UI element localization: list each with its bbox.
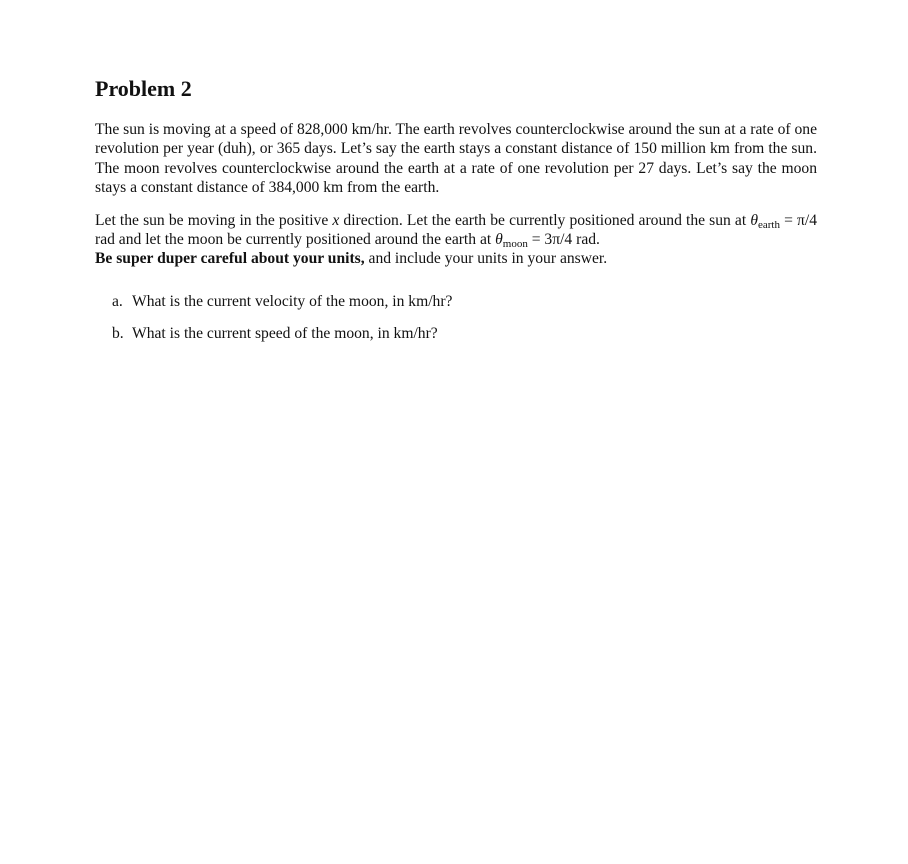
moon-angle-value: = 3π/4 rad.	[527, 231, 600, 249]
earth-angle-value: = π/4 rad and let the moon be currently positioned around the earth at	[95, 211, 818, 249]
paragraph-2-part-2: direction. Let the earth be currently positioned around the sun at	[339, 211, 751, 229]
theta-moon-symbol: θ	[495, 231, 503, 249]
earth-subscript: earth	[757, 218, 780, 231]
question-a-text: What is the current velocity of the moon, in km/hr?	[132, 292, 453, 310]
question-b-marker: b.	[112, 325, 124, 343]
problem-paragraph-1: The sun is moving at a speed of 828,000 km/hr. The earth revolves counterclockwise around the sun at a rate of one revolution per year (duh), or 365 days. Let’s say the earth stays a constant distance of 150 million km from the sun. The moon revolves counterclockwise around the earth at a rate of one revolution per 27 days. Let’s say the moon stays a constant distance of 384,000 km from the earth.	[95, 121, 817, 197]
x-variable: x	[332, 211, 340, 229]
problem-title: Problem 2	[95, 76, 192, 101]
question-b	[112, 324, 817, 343]
paragraph-2-part-1: Let the sun be moving in the positive	[95, 211, 333, 229]
units-warning: Be super duper careful about your units,	[95, 250, 365, 268]
theta-earth-symbol: θ	[750, 211, 758, 229]
question-a-marker: a.	[112, 292, 123, 310]
question-b-text: What is the current speed of the moon, in km/hr?	[132, 325, 438, 343]
moon-subscript: moon	[502, 238, 528, 251]
question-list	[95, 292, 817, 344]
problem-page	[95, 74, 817, 357]
problem-paragraph-2	[95, 211, 817, 269]
question-a	[112, 292, 817, 311]
units-instruction: and include your units in your answer.	[364, 250, 608, 268]
